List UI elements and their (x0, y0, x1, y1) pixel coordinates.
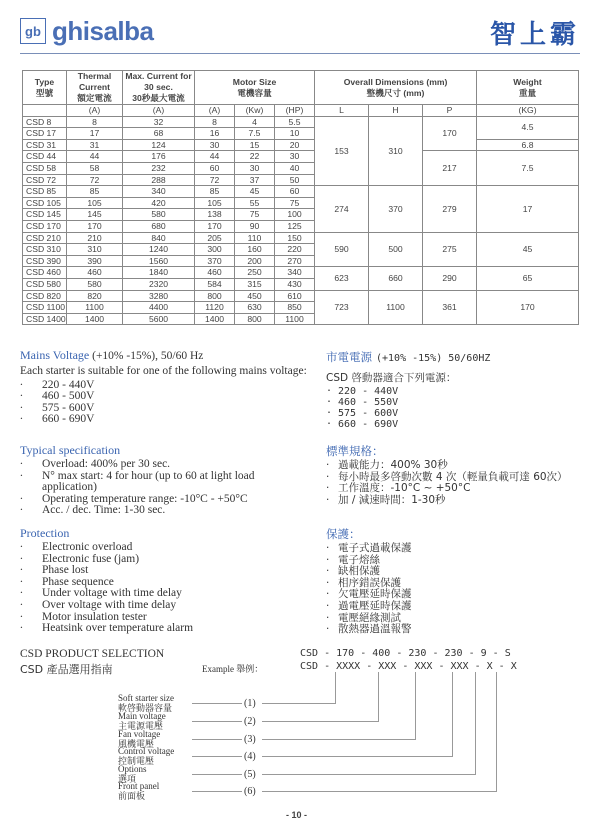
header-divider (20, 53, 580, 54)
option-control-voltage: Control voltage 控制電壓 (118, 746, 175, 766)
mains-voltage-range-cn: (+10% -15%) 50/60HZ (376, 353, 491, 364)
weight-cell: 6.8 (477, 139, 579, 151)
selection-title: CSD PRODUCT SELECTION (20, 648, 165, 660)
selection-code-example: CSD - 170 - 400 - 230 - 230 - 9 - S (300, 648, 511, 659)
value-cell: 44 (67, 151, 123, 163)
weight-cell: 170 (477, 290, 579, 325)
value-cell: 75 (235, 209, 275, 221)
unit-cell: (A) (195, 105, 235, 117)
value-cell: 580 (123, 209, 195, 221)
value-cell: 85 (67, 186, 123, 198)
weight-cell: 45 (477, 232, 579, 267)
unit-cell: (Kw) (235, 105, 275, 117)
value-cell: 340 (275, 267, 315, 279)
col-weight: Weight 重量 (477, 71, 579, 105)
value-cell: 50 (275, 174, 315, 186)
value-cell: 630 (235, 302, 275, 314)
value-cell: 68 (123, 128, 195, 140)
unit-cell: (KG) (477, 105, 579, 117)
logo-mark: gb (20, 18, 46, 44)
value-cell: 160 (235, 244, 275, 256)
weight-cell: 7.5 (477, 151, 579, 186)
type-cell: CSD 145 (23, 209, 67, 221)
table-row (23, 290, 579, 302)
value-cell: 150 (275, 232, 315, 244)
col-thermal-current: Thermal Current 額定電流 (67, 71, 123, 105)
option-number: (6) (244, 786, 256, 797)
col-overall-dimensions: Overall Dimensions (mm) 整機尺寸 (mm) (315, 71, 477, 105)
value-cell: 584 (195, 278, 235, 290)
value-cell: 460 (195, 267, 235, 279)
list-item: . 欠電壓延時保護 (326, 589, 581, 601)
value-cell: 420 (123, 197, 195, 209)
type-cell: CSD 210 (23, 232, 67, 244)
table-row (23, 151, 579, 163)
dimension-cell: 723 (315, 290, 369, 325)
type-cell: CSD 1400 (23, 313, 67, 325)
mains-voltage-section-cn (326, 348, 586, 430)
value-cell: 17 (67, 128, 123, 140)
value-cell: 840 (123, 232, 195, 244)
value-cell: 270 (275, 255, 315, 267)
protection-title-cn: 保護： (326, 527, 361, 541)
dimension-cell: 623 (315, 267, 369, 290)
value-cell: 22 (235, 151, 275, 163)
list-item: . Phase lost (20, 565, 310, 577)
table-header-row (23, 71, 579, 105)
unit-cell: (A) (67, 105, 123, 117)
list-item: . Electronic overload (20, 542, 310, 554)
option-soft-starter-size: Soft starter size 軟啓動器容量 (118, 693, 174, 713)
unit-cell: (A) (123, 105, 195, 117)
value-cell: 30 (235, 162, 275, 174)
value-cell: 680 (123, 220, 195, 232)
type-cell: CSD 72 (23, 174, 67, 186)
dimension-cell: 500 (369, 232, 423, 267)
value-cell: 800 (235, 313, 275, 325)
list-item: . 電子熔絲 (326, 555, 581, 567)
list-item: . Heatsink over temperature alarm (20, 623, 310, 635)
value-cell: 820 (67, 290, 123, 302)
value-cell: 145 (67, 209, 123, 221)
type-cell: CSD 310 (23, 244, 67, 256)
list-item: . Phase sequence (20, 577, 310, 589)
type-cell: CSD 170 (23, 220, 67, 232)
value-cell: 310 (67, 244, 123, 256)
list-item: . 575 - 600V (326, 408, 586, 419)
list-item: . 220 - 440V (326, 386, 586, 397)
typical-spec-title: Typical specification (20, 443, 121, 457)
list-item: . N° max start: 4 for hour (up to 60 at light load application) (20, 471, 310, 494)
dimension-cell: 370 (369, 186, 423, 232)
option-number: (4) (244, 751, 256, 762)
mains-voltage-range: (+10% -15%), 50/60 Hz (89, 350, 204, 362)
type-cell: CSD 1100 (23, 302, 67, 314)
option-fan-voltage: Fan voltage 風機電壓 (118, 729, 161, 749)
list-item: . 工作溫度：-10°C ~ +50°C (326, 483, 581, 495)
selection-title-cn: CSD 產品選用指南 (20, 663, 113, 676)
value-cell: 176 (123, 151, 195, 163)
list-item: . 460 - 550V (326, 397, 586, 408)
page-number: - 10 - (286, 810, 308, 820)
unit-cell: H (369, 105, 423, 117)
value-cell: 30 (275, 151, 315, 163)
value-cell: 850 (275, 302, 315, 314)
value-cell: 390 (67, 255, 123, 267)
value-cell: 31 (67, 139, 123, 151)
list-item: . 過載能力：400% 30秒 (326, 460, 581, 472)
value-cell: 60 (195, 162, 235, 174)
value-cell: 5.5 (275, 116, 315, 128)
mains-voltage-desc-cn: CSD 啓動器適合下列電源： (326, 372, 457, 384)
value-cell: 4400 (123, 302, 195, 314)
value-cell: 15 (235, 139, 275, 151)
list-item: . 每小時最多啓動次數 4 次（輕量負載可達 60次） (326, 472, 581, 484)
unit-cell: (HP) (275, 105, 315, 117)
value-cell: 85 (195, 186, 235, 198)
brand-logo (20, 14, 153, 48)
value-cell: 800 (195, 290, 235, 302)
list-item: . 散熱器過溫報警 (326, 624, 581, 636)
value-cell: 45 (235, 186, 275, 198)
option-main-voltage: Main voltage 主電源電壓 (118, 711, 166, 731)
type-cell: CSD 31 (23, 139, 67, 151)
value-cell: 4 (235, 116, 275, 128)
dimension-cell: 660 (369, 267, 423, 290)
value-cell: 340 (123, 186, 195, 198)
table-row (23, 116, 579, 128)
selection-code-template: CSD - XXXX - XXX - XXX - XXX - X - X (300, 661, 517, 672)
value-cell: 580 (67, 278, 123, 290)
value-cell: 7.5 (235, 128, 275, 140)
value-cell: 220 (275, 244, 315, 256)
value-cell: 8 (195, 116, 235, 128)
type-cell: CSD 85 (23, 186, 67, 198)
option-front-panel: Front panel 前面板 (118, 781, 160, 801)
dimension-cell: 153 (315, 116, 369, 186)
value-cell: 1100 (275, 313, 315, 325)
value-cell: 30 (195, 139, 235, 151)
logo-text: ghisalba (52, 15, 154, 46)
mains-voltage-title: Mains Voltage (20, 348, 90, 362)
value-cell: 72 (67, 174, 123, 186)
value-cell: 450 (235, 290, 275, 302)
list-item: . Under voltage with time delay (20, 588, 310, 600)
value-cell: 250 (235, 267, 275, 279)
list-item: . 460 - 500V (20, 391, 310, 403)
value-cell: 300 (195, 244, 235, 256)
protection-section (20, 526, 310, 635)
typical-spec-section (20, 443, 310, 517)
option-options: Options 選項 (118, 764, 147, 784)
table-row (23, 139, 579, 151)
col-max-current: Max. Current for 30 sec. 30秒最大電流 (123, 71, 195, 105)
value-cell: 124 (123, 139, 195, 151)
list-item: . 電壓絕緣測試 (326, 613, 581, 625)
list-item: . Operating temperature range: -10°C - +50°C (20, 494, 310, 506)
type-cell: CSD 820 (23, 290, 67, 302)
typical-spec-section-cn (326, 443, 581, 506)
value-cell: 3280 (123, 290, 195, 302)
table-row (23, 186, 579, 198)
value-cell: 430 (275, 278, 315, 290)
value-cell: 1560 (123, 255, 195, 267)
value-cell: 138 (195, 209, 235, 221)
value-cell: 288 (123, 174, 195, 186)
value-cell: 1400 (67, 313, 123, 325)
col-motor-size: Motor Size 電機容量 (195, 71, 315, 105)
value-cell: 55 (235, 197, 275, 209)
option-number: (2) (244, 716, 256, 727)
type-cell: CSD 58 (23, 162, 67, 174)
list-item: . 過電壓延時保護 (326, 601, 581, 613)
dimension-cell: 170 (423, 116, 477, 151)
dimension-cell: 217 (423, 151, 477, 186)
option-number: (1) (244, 698, 256, 709)
type-cell: CSD 17 (23, 128, 67, 140)
value-cell: 5600 (123, 313, 195, 325)
value-cell: 125 (275, 220, 315, 232)
list-item: . Acc. / dec. Time: 1-30 sec. (20, 505, 310, 517)
dimension-cell: 275 (423, 232, 477, 267)
value-cell: 200 (235, 255, 275, 267)
table-units-row (23, 105, 579, 117)
unit-cell: P (423, 105, 477, 117)
value-cell: 370 (195, 255, 235, 267)
value-cell: 210 (67, 232, 123, 244)
list-item: . Motor insulation tester (20, 612, 310, 624)
value-cell: 37 (235, 174, 275, 186)
list-item: . Electronic fuse (jam) (20, 554, 310, 566)
value-cell: 1240 (123, 244, 195, 256)
list-item: . 660 - 690V (20, 414, 310, 426)
value-cell: 1840 (123, 267, 195, 279)
dimension-cell: 590 (315, 232, 369, 267)
value-cell: 1400 (195, 313, 235, 325)
table-row (23, 267, 579, 279)
list-item: . 660 - 690V (326, 419, 586, 430)
col-type: Type 型號 (23, 71, 67, 105)
value-cell: 20 (275, 139, 315, 151)
list-item: . 電子式過載保護 (326, 543, 581, 555)
list-item: . 575 - 600V (20, 403, 310, 415)
value-cell: 60 (275, 186, 315, 198)
value-cell: 90 (235, 220, 275, 232)
typical-spec-title-cn: 標準規格： (326, 444, 384, 458)
value-cell: 100 (275, 209, 315, 221)
type-cell: CSD 390 (23, 255, 67, 267)
list-item: . Overload: 400% per 30 sec. (20, 459, 310, 471)
list-item: . Over voltage with time delay (20, 600, 310, 612)
dimension-cell: 1100 (369, 290, 423, 325)
value-cell: 205 (195, 232, 235, 244)
type-cell: CSD 8 (23, 116, 67, 128)
value-cell: 75 (275, 197, 315, 209)
unit-cell: L (315, 105, 369, 117)
value-cell: 105 (67, 197, 123, 209)
value-cell: 72 (195, 174, 235, 186)
list-item: . 220 - 440V (20, 380, 310, 392)
type-cell: CSD 44 (23, 151, 67, 163)
value-cell: 10 (275, 128, 315, 140)
spec-table (22, 70, 579, 325)
type-cell: CSD 580 (23, 278, 67, 290)
value-cell: 610 (275, 290, 315, 302)
value-cell: 110 (235, 232, 275, 244)
example-label: Example 舉例： (202, 664, 264, 674)
mains-voltage-section (20, 348, 310, 426)
value-cell: 1120 (195, 302, 235, 314)
list-item: . 相序錯誤保護 (326, 578, 581, 590)
weight-cell: 65 (477, 267, 579, 290)
brand-chinese-name: 智上霸 (489, 20, 580, 50)
list-item: . 加 / 減速時間：1-30秒 (326, 495, 581, 507)
value-cell: 8 (67, 116, 123, 128)
list-item: . 缺相保護 (326, 566, 581, 578)
value-cell: 232 (123, 162, 195, 174)
value-cell: 105 (195, 197, 235, 209)
value-cell: 170 (195, 220, 235, 232)
dimension-cell: 310 (369, 116, 423, 186)
value-cell: 315 (235, 278, 275, 290)
value-cell: 460 (67, 267, 123, 279)
option-number: (3) (244, 734, 256, 745)
value-cell: 44 (195, 151, 235, 163)
type-cell: CSD 460 (23, 267, 67, 279)
value-cell: 1100 (67, 302, 123, 314)
value-cell: 32 (123, 116, 195, 128)
table-row (23, 232, 579, 244)
type-cell: CSD 105 (23, 197, 67, 209)
weight-cell: 4.5 (477, 116, 579, 139)
dimension-cell: 279 (423, 186, 477, 232)
dimension-cell: 290 (423, 267, 477, 290)
value-cell: 170 (67, 220, 123, 232)
value-cell: 2320 (123, 278, 195, 290)
mains-voltage-title-cn: 市電電源 (326, 350, 372, 364)
value-cell: 40 (275, 162, 315, 174)
option-number: (5) (244, 769, 256, 780)
protection-title: Protection (20, 526, 70, 540)
dimension-cell: 274 (315, 186, 369, 232)
protection-section-cn (326, 526, 581, 636)
dimension-cell: 361 (423, 290, 477, 325)
table-body (23, 116, 579, 325)
value-cell: 16 (195, 128, 235, 140)
weight-cell: 17 (477, 186, 579, 232)
mains-voltage-desc: Each starter is suitable for one of the following mains voltage: (20, 365, 307, 377)
value-cell: 58 (67, 162, 123, 174)
